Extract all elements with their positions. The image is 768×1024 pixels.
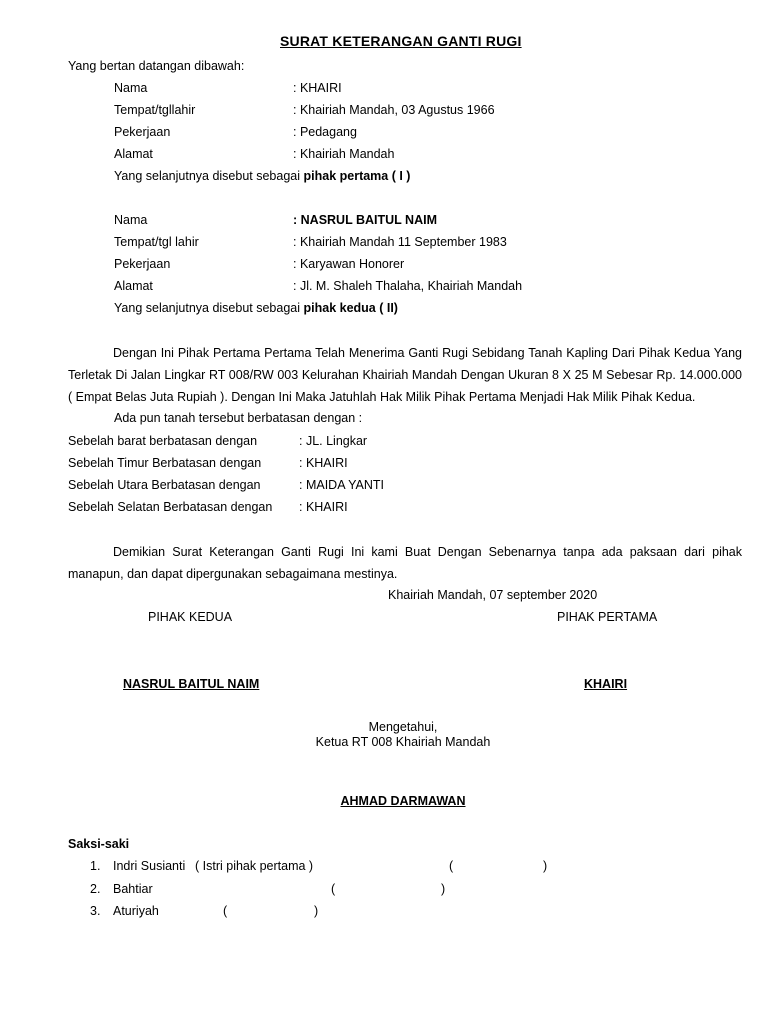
party1-label-birth: Tempat/tgllahir: [114, 103, 196, 117]
place-date: Khairiah Mandah, 07 september 2020: [388, 588, 598, 602]
boundary-south-value: : KHAIRI: [299, 500, 348, 514]
boundary-south-label: Sebelah Selatan Berbatasan dengan: [68, 500, 273, 514]
witness-1-sign-open: (: [449, 859, 454, 873]
party2-value-name: : NASRUL BAITUL NAIM: [293, 213, 437, 227]
party2-value-job: : Karyawan Honorer: [293, 257, 405, 271]
witness-2-number: 2.: [90, 882, 101, 896]
witness-2-sign-open: (: [331, 882, 336, 896]
party2-value-birth: : Khairiah Mandah 11 September 1983: [293, 235, 507, 249]
boundary-north-label: Sebelah Utara Berbatasan dengan: [68, 478, 261, 492]
sign-right-name: KHAIRI: [584, 677, 628, 691]
witness-1-sign-close: ): [543, 859, 548, 873]
witness-1-note: ( Istri pihak pertama ): [195, 859, 314, 873]
party2-designation: [114, 300, 398, 316]
party1-label-job: Pekerjaan: [114, 125, 171, 139]
party2-designation-prefix: Yang selanjutnya disebut sebagai: [114, 301, 304, 315]
boundary-north-value: : MAIDA YANTI: [299, 478, 384, 492]
boundary-east-label: Sebelah Timur Berbatasan dengan: [68, 456, 262, 470]
witness-3-sign-close: ): [314, 904, 319, 918]
witness-3-number: 3.: [90, 904, 101, 918]
party1-label-address: Alamat: [114, 147, 153, 161]
boundary-west-label: Sebelah barat berbatasan dengan: [68, 434, 258, 448]
witness-2-sign-close: ): [441, 882, 446, 896]
party1-value-name: : KHAIRI: [293, 81, 342, 95]
witness-1-name: Indri Susianti: [113, 859, 186, 873]
acknowledged-heading: Mengetahui,: [368, 720, 438, 734]
sign-right-role: PIHAK PERTAMA: [557, 610, 658, 624]
boundary-intro: Ada pun tanah tersebut berbatasan dengan :: [114, 411, 363, 425]
party2-value-address: : Jl. M. Shaleh Thalaha, Khairiah Mandah: [293, 279, 523, 293]
boundary-west-value: : JL. Lingkar: [299, 434, 368, 448]
party1-designation-prefix: Yang selanjutnya disebut sebagai: [114, 169, 304, 183]
party1-designation-bold: pihak pertama ( I ): [303, 169, 411, 183]
compensation-paragraph: Dengan Ini Pihak Pertama Pertama Telah Menerima Ganti Rugi Sebidang Tanah Kapling Dari Pihak Kedua Yang Terletak Di Jalan Lingkar RT 008/RW 003 Kelurahan Khairiah Mandah Dengan Ukuran 8 X 25 M Sebesar Rp. 14.000.000 ( Empat Belas Juta Rupiah ). Dengan Ini Maka Jatuhlah Hak Milik Pihak Pertama Menjadi Hak Milik Pihak Kedua.: [68, 346, 742, 404]
party1-label-name: Nama: [114, 81, 148, 95]
party2-label-birth: Tempat/tgl lahir: [114, 235, 199, 249]
party2-label-address: Alamat: [114, 279, 153, 293]
sign-left-name: NASRUL BAITUL NAIM: [123, 677, 260, 691]
party2-label-job: Pekerjaan: [114, 257, 171, 271]
closing-paragraph: Demikian Surat Keterangan Ganti Rugi Ini kami Buat Dengan Sebenarnya tanpa ada paksaan dari pihak manapun, dan dapat dipergunakan sebagaimana mestinya.: [68, 545, 742, 581]
witness-3-name: Aturiyah: [113, 904, 159, 918]
party2-label-name: Nama: [114, 213, 148, 227]
witness-2-name: Bahtiar: [113, 882, 153, 896]
witnesses-heading: Saksi-saki: [68, 837, 130, 851]
party1-value-job: : Pedagang: [293, 125, 357, 139]
witness-1-number: 1.: [90, 859, 101, 873]
party1-designation: [114, 168, 410, 184]
party1-value-address: : Khairiah Mandah: [293, 147, 395, 161]
document-title: SURAT KETERANGAN GANTI RUGI: [280, 33, 522, 49]
sign-left-role: PIHAK KEDUA: [148, 610, 233, 624]
rt-head-name: AHMAD DARMAWAN: [340, 794, 466, 808]
boundary-east-value: : KHAIRI: [299, 456, 348, 470]
intro-text: Yang bertan datangan dibawah:: [68, 59, 245, 73]
witness-3-sign-open: (: [223, 904, 228, 918]
rt-head-role: Ketua RT 008 Khairiah Mandah: [315, 735, 491, 749]
party2-designation-bold: pihak kedua ( II): [303, 301, 398, 315]
party1-value-birth: : Khairiah Mandah, 03 Agustus 1966: [293, 103, 495, 117]
